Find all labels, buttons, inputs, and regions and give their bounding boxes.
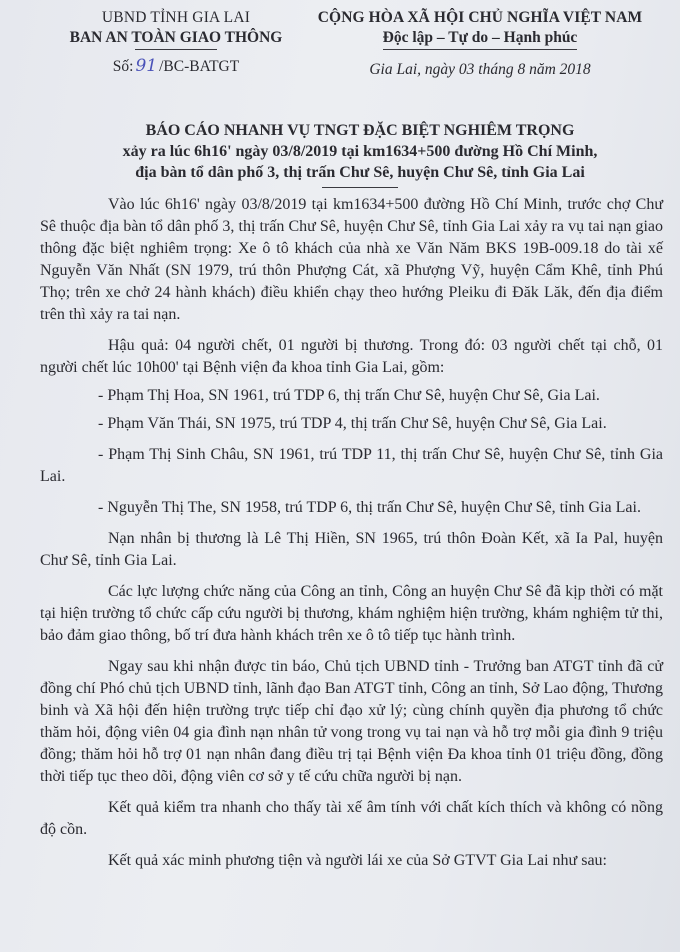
victim-item-3: - Phạm Thị Sinh Châu, SN 1961, trú TDP 11, thị trấn Chư Sê, huyện Chư Sê, tỉnh Gia Lai.	[40, 446, 663, 485]
paragraph-verification: Kết quả xác minh phương tiện và người lái xe của Sở GTVT Gia Lai như sau:	[108, 852, 607, 869]
agency-underline	[135, 49, 217, 50]
nation-name: CỘNG HÒA XÃ HỘI CHỦ NGHĨA VIỆT NAM	[317, 9, 643, 26]
paragraph-injured: Nạn nhân bị thương là Lê Thị Hiền, SN 1965, trú thôn Đoàn Kết, xã Ia Pal, huyện Chư Sê, tỉnh Gia Lai.	[40, 530, 663, 569]
parent-agency: UBND TỈNH GIA LAI	[101, 9, 251, 26]
national-header-block	[300, 8, 660, 80]
paragraph-driver-test: Kết quả kiểm tra nhanh cho thấy tài xế âm tính với chất kích thích và không có nồng độ cồn.	[40, 799, 663, 838]
number-prefix: Số:	[112, 58, 134, 75]
victim-item-4: - Nguyễn Thị The, SN 1958, trú TDP 6, thị trấn Chư Sê, huyện Chư Sê, tỉnh Gia Lai.	[98, 499, 641, 516]
document-number	[56, 56, 296, 77]
title-line-2: xảy ra lúc 6h16' ngày 03/8/2019 tại km1634+500 đường Hồ Chí Minh,	[122, 143, 598, 160]
title-line-1: BÁO CÁO NHANH VỤ TNGT ĐẶC BIỆT NGHIÊM TRỌNG	[145, 122, 575, 139]
title-underline	[322, 187, 398, 188]
paragraph-leadership: Ngay sau khi nhận được tin báo, Chủ tịch UBND tỉnh - Trưởng ban ATGT tỉnh đã cử đồng chí Phó chủ tịch UBND tỉnh, lãnh đạo Ban ATGT tỉnh, Công an tỉnh, Sở Lao động, Thương binh và Xã hội đến hiện trường trực tiếp chỉ đạo xử lý; cùng chính quyền địa phương tổ chức thăm hỏi, động viên 04 gia đình nạn nhân tử vong trong vụ tai nạn và hỗ trợ mỗi gia đình 9 triệu đồng; thăm hỏi hỗ trợ 01 nạn nhân đang điều trị tại Bệnh viện Đa khoa tỉnh 01 triệu đồng, đồng thời tiếp tục theo dõi, động viên cơ sở y tế cứu chữa người bị nạn.	[40, 658, 663, 785]
number-suffix: /BC-BATGT	[159, 58, 240, 75]
national-motto: Độc lập – Tự do – Hạnh phúc	[383, 28, 578, 50]
victim-item-2: - Phạm Văn Thái, SN 1975, trú TDP 4, thị trấn Chư Sê, huyện Chư Sê, Gia Lai.	[98, 415, 607, 432]
title-line-3: địa bàn tổ dân phố 3, thị trấn Chư Sê, huyện Chư Sê, tỉnh Gia Lai	[135, 164, 585, 181]
issuing-agency-block	[56, 8, 296, 77]
paragraph-consequences: Hậu quả: 04 người chết, 01 người bị thương. Trong đó: 03 người chết tại chỗ, 01 người chết lúc 10h00' tại Bệnh viện đa khoa tỉnh Gia Lai, gồm:	[40, 337, 663, 376]
victim-item-1: - Phạm Thị Hoa, SN 1961, trú TDP 6, thị trấn Chư Sê, huyện Chư Sê, Gia Lai.	[98, 387, 600, 404]
paragraph-response: Các lực lượng chức năng của Công an tỉnh, Công an huyện Chư Sê đã kịp thời có mặt tại hiện trường tổ chức cấp cứu người bị thương, khám nghiệm hiện trường, khám nghiệm tử thi, bảo đảm giao thông, bố trí đưa hành khách trên xe ô tô tiếp tục hành trình.	[40, 583, 663, 644]
agency-name: BAN AN TOÀN GIAO THÔNG	[69, 29, 283, 46]
report-body	[40, 194, 663, 881]
report-title	[60, 120, 660, 188]
handwritten-number: 91	[135, 56, 158, 76]
paragraph-incident: Vào lúc 6h16' ngày 03/8/2019 tại km1634+500 đường Hồ Chí Minh, trước chợ Chư Sê thuộc địa bàn tổ dân phố 3, thị trấn Chư Sê, huyện Chư Sê, tỉnh Gia Lai xảy ra vụ tai nạn giao thông đặc biệt nghiêm trọng: Xe ô tô khách của nhà xe Văn Năm BKS 19B-009.18 do tài xế Nguyễn Văn Nhất (SN 1979, trú thôn Phượng Cát, xã Phượng Vỹ, huyện Cẩm Khê, tỉnh Phú Thọ; trên xe chở 24 hành khách) điều khiển chạy theo hướng Pleiku đi Đăk Lăk, đến địa điểm trên thì xảy ra tai nạn.	[40, 196, 663, 323]
place-date: Gia Lai, ngày 03 tháng 8 năm 2018	[369, 61, 591, 78]
